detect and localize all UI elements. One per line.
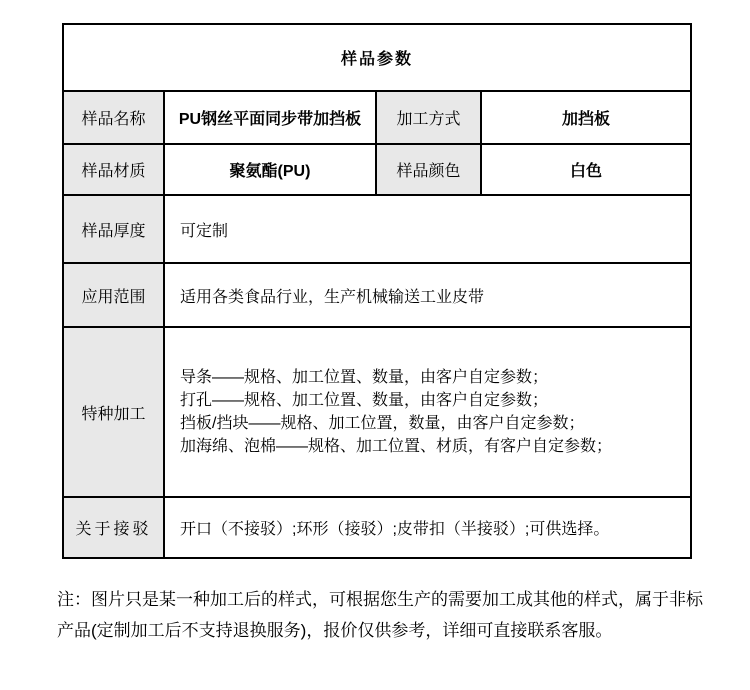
special-line-punching: 打孔——规格、加工位置、数量，由客户自定参数； <box>180 392 549 409</box>
label-sample-name: 样品名称 <box>63 91 164 144</box>
row-special-processing <box>63 327 691 497</box>
value-sample-thickness: 可定制 <box>164 195 691 263</box>
special-line-baffle: 挡板/挡块——规格、加工位置，数量，由客户自定参数； <box>180 415 585 432</box>
value-sample-material: 聚氨酯(PU) <box>164 144 376 195</box>
row-sample-material <box>63 144 691 195</box>
label-application-range: 应用范围 <box>63 263 164 327</box>
title-row <box>63 24 691 91</box>
value-application-range: 适用各类食品行业，生产机械输送工业皮带 <box>164 263 691 327</box>
sample-params-table <box>62 23 692 559</box>
special-line-sponge-foam: 加海绵、泡棉——规格、加工位置、材质，有客户自定参数； <box>180 438 613 455</box>
label-sample-color: 样品颜色 <box>376 144 481 195</box>
special-processing-lines <box>180 366 680 458</box>
footer-note-line-2: 产品(定制加工后不支持退换服务)，报价仅供参考，详细可直接联系客服。 <box>57 621 613 640</box>
value-process-method: 加挡板 <box>481 91 691 144</box>
row-about-joint <box>63 497 691 558</box>
label-about-joint: 关于接驳 <box>63 497 164 558</box>
footer-note <box>57 584 725 646</box>
value-sample-name: PU钢丝平面同步带加挡板 <box>164 91 376 144</box>
value-special-processing <box>164 327 691 497</box>
value-about-joint: 开口（不接驳）;环形（接驳）;皮带扣（半接驳）;可供选择。 <box>164 497 691 558</box>
row-application-range <box>63 263 691 327</box>
special-line-guide-strip: 导条——规格、加工位置、数量，由客户自定参数； <box>180 369 549 386</box>
value-sample-color: 白色 <box>481 144 691 195</box>
label-sample-material: 样品材质 <box>63 144 164 195</box>
label-process-method: 加工方式 <box>376 91 481 144</box>
label-special-processing: 特种加工 <box>63 327 164 497</box>
table-title: 样品参数 <box>63 24 691 91</box>
label-sample-thickness: 样品厚度 <box>63 195 164 263</box>
row-sample-thickness <box>63 195 691 263</box>
row-sample-name <box>63 91 691 144</box>
footer-note-line-1: 注：图片只是某一种加工后的样式，可根据您生产的需要加工成其他的样式，属于非标 <box>57 590 703 609</box>
